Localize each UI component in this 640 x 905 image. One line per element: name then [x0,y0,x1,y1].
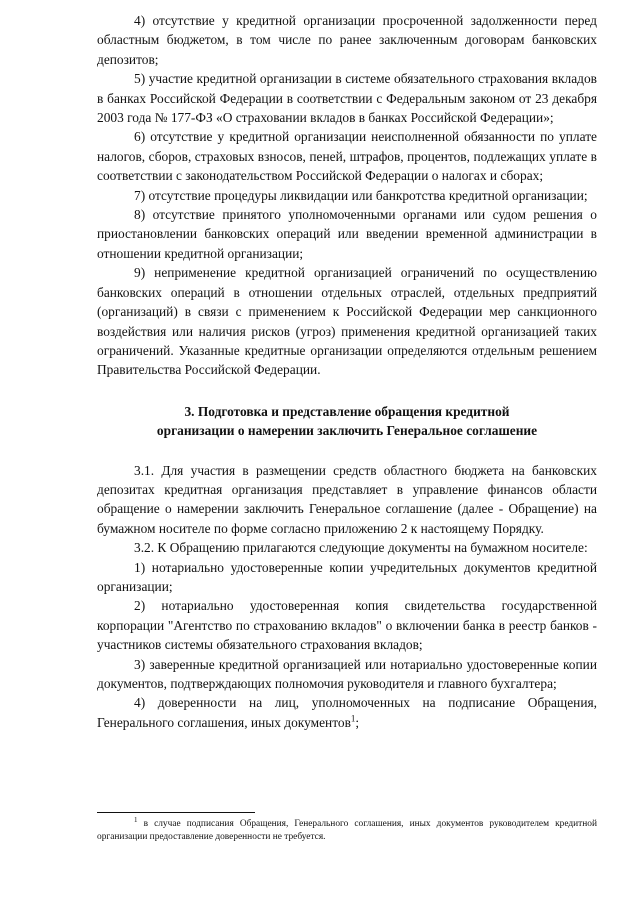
list-item: 6) отсутствие у кредитной организации неисполненной обязанности по уплате налогов, сборов, страховых взносов, пеней, штрафов, процентов, подлежащих уплате в соответствии с законодательством Российской Федерации о налогах и сборах; [97,129,597,184]
clause-3-2: 3.2. К Обращению прилагаются следующие документы на бумажном носителе: [134,540,588,556]
list-item: 1) нотариально удостоверенные копии учредительных документов кредитной организации; [97,559,597,594]
list-item: 8) отсутствие принятого уполномоченными органами или судом решения о приостановлении банковских операций или введении временной администрации в отношении кредитной организации; [97,207,597,261]
list-item: 4) отсутствие у кредитной организации просроченной задолженности перед областным бюджетом, в том числе по ранее заключенным договорам банковских депозитов; [97,13,597,67]
footnote-number: 1 [134,815,138,824]
section-heading-line2: организации о намерении заключить Генеральное соглашение [156,423,538,439]
list-item: 7) отсутствие процедуры ликвидации или банкротства кредитной организации; [134,187,588,203]
footnote-reference[interactable]: 1 [350,713,356,724]
list-item: 5) участие кредитной организации в системе обязательного страхования вкладов в банках Российской Федерации в соответствии с Федеральным законом от 23 декабря 2003 года № 177-ФЗ «О страховании вкладов в банках Российской Федерации»; [97,71,597,126]
section-heading [97,402,597,441]
footnote-divider [97,812,255,813]
item-4-text: 4) доверенности на лиц, уполномоченных на подписание Обращения, Генерального соглашения, иных документов [97,695,597,730]
document-page [97,11,597,732]
section-heading-line1: 3. Подготовка и представление обращения кредитной [184,403,510,419]
list-item: 9) неприменение кредитной организацией ограничений по осуществлению банковских операций в отношении отдельных отраслей, отдельных предприятий (организаций) в связи с применением к Российской Федерации мер санкционного воздействия или наличия рисков (угроз) применения кредитной организацией таких ограничений. Указанные кредитные организации определяются отдельным решением Правительства Российской Федерации. [97,265,597,378]
item-4-tail: ; [355,714,360,730]
list-item [97,693,597,732]
footnote [97,815,597,844]
list-item: 3) заверенные кредитной организацией или нотариально удостоверенные копии документов, подтверждающих полномочия руководителя и главного бухгалтера; [97,656,597,691]
list-item: 2) нотариально удостоверенная копия свидетельства государственной корпорации "Агентство по страхованию вкладов" о включении банка в реестр банков - участников системы обязательного страхования вкладов; [97,598,597,653]
clause-3-1: 3.1. Для участия в размещении средств областного бюджета на банковских депозитах кредитная организация представляет в управление финансов области обращение о намерении заключить Генеральное соглашение (далее - Обращение) на бумажном носителе по форме согласно приложению 2 к настоящему Порядку. [97,462,597,536]
footnote-text: в случае подписания Обращения, Генерального соглашения, иных документов руководителем кредитной организации предоставление доверенности не требуется. [97,819,597,842]
